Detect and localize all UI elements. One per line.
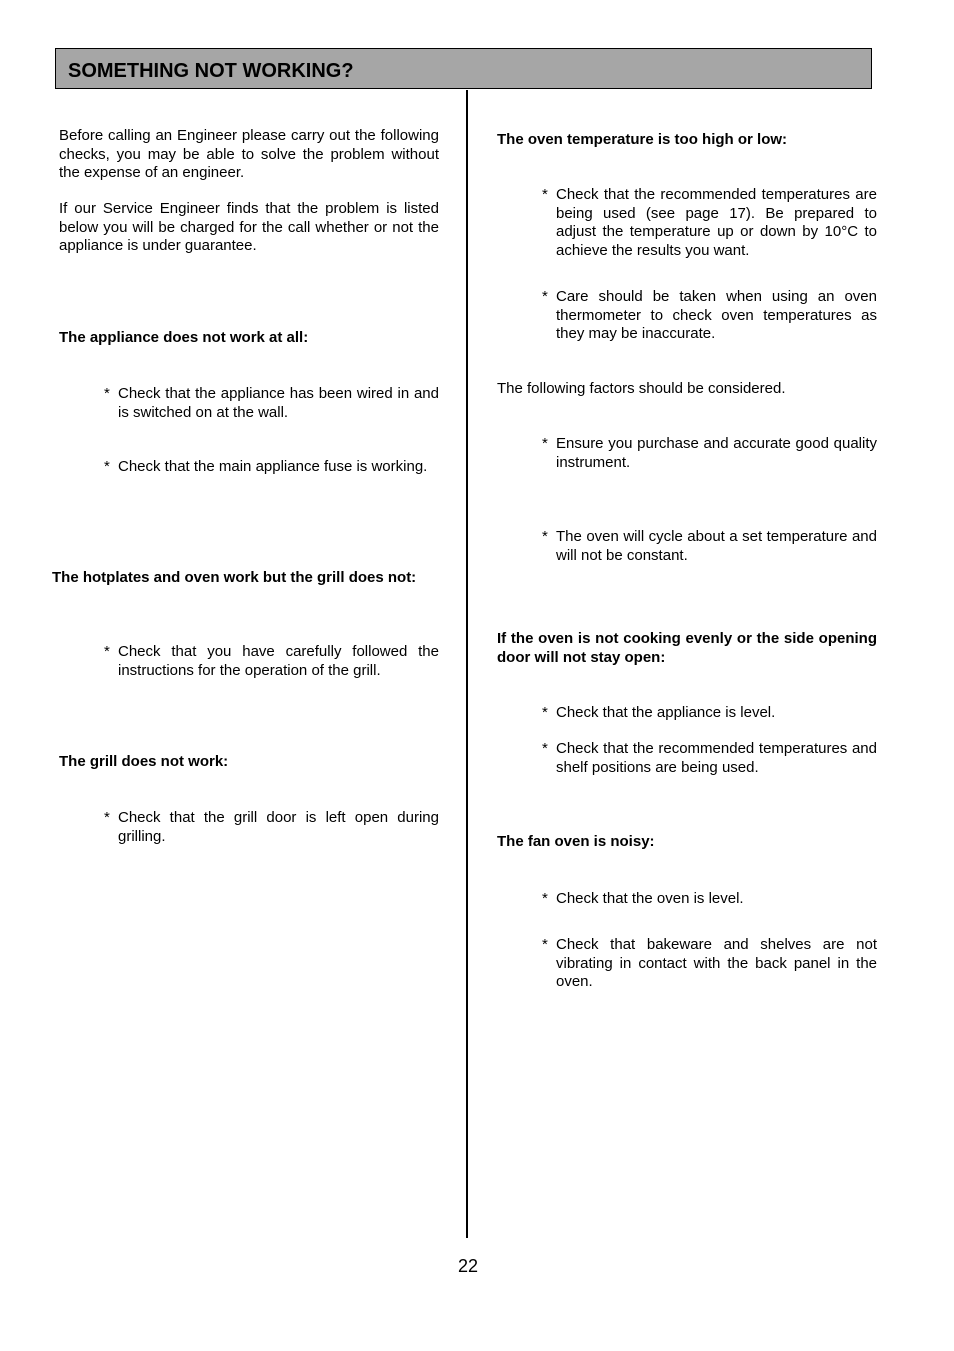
heading-fan-oven-noisy: The fan oven is noisy: [497,833,655,850]
list-item [542,288,877,344]
list-item [542,704,877,723]
bullet-star: * [104,385,110,402]
list-item-text: Check that bakeware and shelves are not vibrating in contact with the back panel in the oven. [556,936,877,990]
bullet-star: * [104,643,110,660]
page-number: 22 [457,1256,479,1276]
list-item-text: Check that the recommended temperatures and shelf positions are being used. [556,740,877,776]
list-item-text: Check that the appliance is level. [556,704,776,721]
list-item [104,809,439,846]
list-item-text: Check that the appliance has been wired in and is switched on at the wall. [118,385,439,421]
list-item [542,435,877,472]
list-item [542,890,877,909]
bullet-star: * [104,809,110,826]
intro-paragraph-1: Before calling an Engineer please carry out the following checks, you may be able to solve the problem without the expense of an engineer. [59,127,439,181]
list-item-text: Check that the recommended temperatures are being used (see page 17). Be prepared to adjust the temperature up or down by 10°C to achieve the results you want. [556,186,877,259]
list-item [104,385,439,422]
list-item-text: Check that the grill door is left open during grilling. [118,809,439,845]
list-item [542,936,877,992]
heading-appliance-not-working: The appliance does not work at all: [59,329,309,346]
list-item [104,458,439,477]
list-item-text: Care should be taken when using an oven thermometer to check oven temperatures as they may be inaccurate. [556,288,877,342]
list-item-text: Check that you have carefully followed the instructions for the operation of the grill. [118,643,439,679]
bullet-star: * [542,704,548,721]
section-title-bar [55,48,872,89]
bullet-star: * [542,288,548,305]
heading-grill-does-not-work: The grill does not work: [59,753,229,770]
heading-grill-not-working-others-do: The hotplates and oven work but the grill does not: [52,569,417,586]
heading-uneven-cooking: If the oven is not cooking evenly or the side opening door will not stay open: [497,630,877,666]
heading-oven-temperature: The oven temperature is too high or low: [497,131,788,148]
intro-paragraph-2: If our Service Engineer finds that the problem is listed below you will be charged for the call whether or not the appliance is under guarantee. [59,200,439,254]
bullet-star: * [542,936,548,953]
list-item-text: The oven will cycle about a set temperature and will not be constant. [556,528,877,564]
bullet-star: * [542,890,548,907]
list-item-text: Check that the main appliance fuse is working. [118,458,428,475]
list-item [542,740,877,777]
page-title: SOMETHING NOT WORKING? [68,60,354,82]
bullet-star: * [542,186,548,203]
list-item [542,186,877,260]
list-item-text: Check that the oven is level. [556,890,744,907]
bullet-star: * [104,458,110,475]
bullet-star: * [542,435,548,452]
bullet-star: * [542,528,548,545]
list-item [542,528,877,565]
bullet-star: * [542,740,548,757]
list-item-text: Ensure you purchase and accurate good quality instrument. [556,435,877,471]
factors-note: The following factors should be considered. [497,380,786,397]
column-divider [466,90,468,1238]
list-item [104,643,439,680]
